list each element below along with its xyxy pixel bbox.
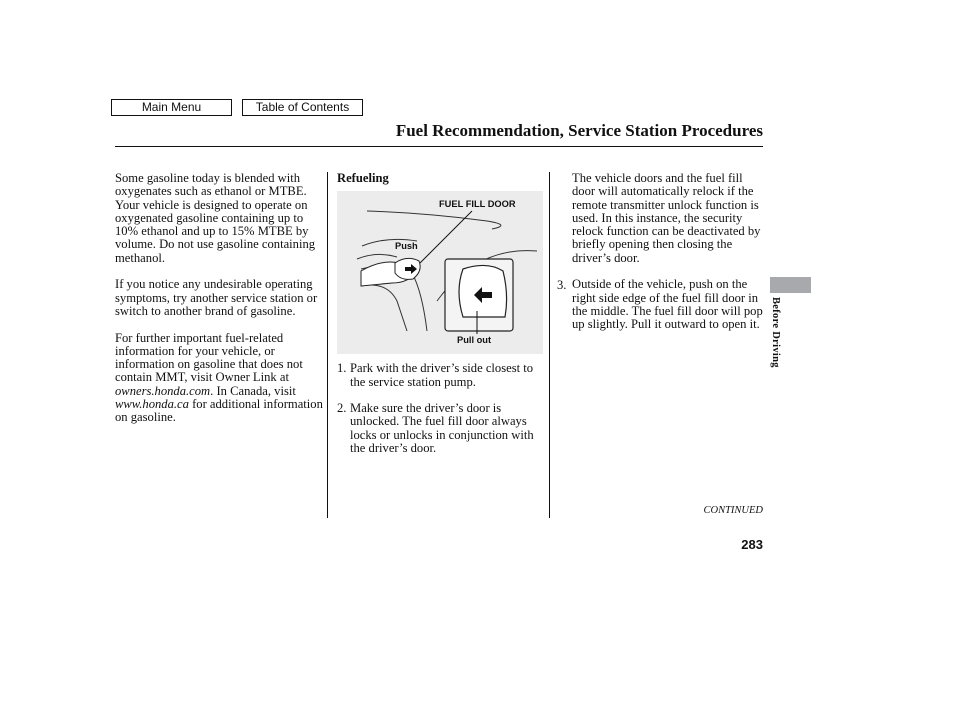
step-number: 2. bbox=[337, 401, 347, 416]
step-1 bbox=[337, 362, 543, 389]
section-tab bbox=[770, 277, 811, 293]
step-number: 1. bbox=[337, 361, 347, 376]
page-title: Fuel Recommendation, Service Station Procedures bbox=[395, 121, 763, 140]
column-right bbox=[557, 172, 763, 345]
paragraph-text: for additional information on gasoline. bbox=[115, 397, 323, 425]
title-rule bbox=[115, 146, 763, 147]
step-text: Outside of the vehicle, push on the right side edge of the fuel fill door in the middle. The fuel fill door will pop up slightly. Pull it outward to open it. bbox=[572, 277, 763, 332]
owner-link[interactable]: owners.honda.com bbox=[115, 383, 211, 398]
continued-label: CONTINUED bbox=[703, 505, 763, 516]
section-tab-label: Before Driving bbox=[770, 297, 781, 368]
step-text: Park with the driver’s side closest to the service station pump. bbox=[350, 361, 534, 389]
step-3 bbox=[557, 278, 763, 331]
main-menu-button[interactable]: Main Menu bbox=[111, 99, 232, 116]
column-divider bbox=[327, 172, 328, 518]
fuel-fill-door-label: FUEL FILL DOOR bbox=[439, 199, 516, 210]
fuel-door-drawing bbox=[337, 191, 543, 354]
page-number: 283 bbox=[741, 537, 763, 552]
pull-out-label: Pull out bbox=[457, 335, 492, 346]
column-left bbox=[115, 172, 327, 438]
step-number: 3. bbox=[557, 278, 567, 293]
paragraph: Some gasoline today is blended with oxygenates such as ethanol or MTBE. Your vehicle is designed to operate on oxygenated gasoline containing up to 10% ethanol and up to 15% MTBE by volume. Do not use gasoline containing methanol. bbox=[115, 171, 316, 265]
fuel-door-illustration bbox=[337, 191, 543, 354]
paragraph bbox=[115, 332, 327, 425]
paragraph-text: . In Canada, visit bbox=[210, 383, 296, 398]
step-text: Make sure the driver’s door is unlocked. The fuel fill door always locks or unlocks in conjunction with the driver’s door. bbox=[350, 401, 534, 456]
step-2 bbox=[337, 402, 543, 455]
section-heading: Refueling bbox=[337, 171, 389, 185]
column-divider bbox=[549, 172, 550, 518]
paragraph: If you notice any undesirable operating symptoms, try another service station or switch to another brand of gasoline. bbox=[115, 277, 318, 318]
table-of-contents-button[interactable]: Table of Contents bbox=[242, 99, 363, 116]
paragraph: The vehicle doors and the fuel fill door will automatically relock if the remote transmitter unlock function is used. In this instance, the security relock function can be deactivated by briefly opening then closing the driver’s door. bbox=[572, 171, 761, 265]
paragraph-text: For further important fuel-related information for your vehicle, or information on gasoline that does not contain MMT, visit Owner Link at bbox=[115, 330, 303, 385]
honda-canada-link[interactable]: www.honda.ca bbox=[115, 397, 189, 412]
column-middle bbox=[337, 172, 543, 469]
push-label: Push bbox=[395, 241, 418, 252]
